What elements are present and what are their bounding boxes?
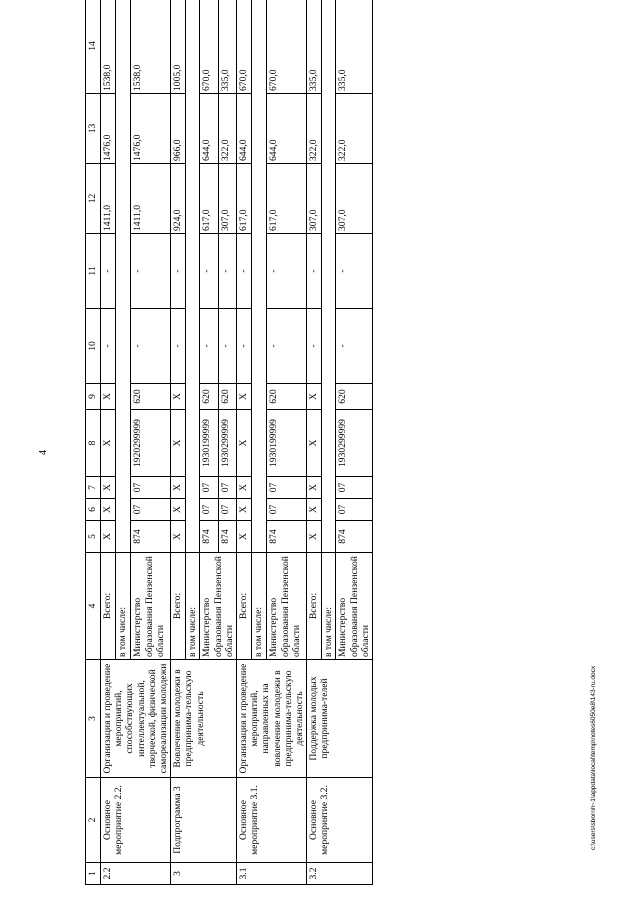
including-label: в том числе:	[322, 553, 336, 660]
header-cell-6: 6	[86, 499, 101, 521]
total-c11: -	[101, 234, 116, 309]
header-cell-2: 2	[86, 778, 101, 863]
detail-c6: 07	[200, 499, 218, 521]
total-c12: 924,0	[171, 164, 186, 234]
detail-c14: 335,0	[336, 0, 373, 94]
detail-c14: 670,0	[200, 0, 218, 94]
detail-c9: 620	[131, 384, 171, 410]
detail-c10: -	[131, 309, 171, 384]
header-row	[86, 0, 101, 885]
total-c9: X	[237, 384, 252, 410]
total-c6: X	[237, 499, 252, 521]
header-cell-7: 7	[86, 477, 101, 499]
row-number: 3.2	[307, 863, 373, 885]
total-c11: -	[307, 234, 322, 309]
total-c8: X	[307, 410, 322, 477]
detail-c12: 307,0	[336, 164, 373, 234]
detail-c8: 1930299999	[336, 410, 373, 477]
detail-c7: 07	[267, 477, 307, 499]
total-c5: X	[237, 521, 252, 553]
total-c11: -	[171, 234, 186, 309]
program-table	[85, 0, 373, 885]
detail-c13: 322,0	[218, 94, 236, 164]
row-number: 3.1	[237, 863, 307, 885]
row-description: Вовлечение молодежи в предпринима-тельскую деятельность	[171, 660, 237, 778]
total-c11: -	[237, 234, 252, 309]
including-label: в том числе:	[186, 553, 200, 660]
total-c8: X	[171, 410, 186, 477]
total-c12: 307,0	[307, 164, 322, 234]
total-c10: -	[237, 309, 252, 384]
row-name: Основное мероприятие 3.1.	[237, 778, 307, 863]
total-label: Всего:	[101, 553, 116, 660]
detail-c10: -	[336, 309, 373, 384]
detail-c14: 670,0	[267, 0, 307, 94]
header-cell-5: 5	[86, 521, 101, 553]
total-c13: 322,0	[307, 94, 322, 164]
detail-c12: 617,0	[267, 164, 307, 234]
detail-c10: -	[200, 309, 218, 384]
detail-c11: -	[131, 234, 171, 309]
total-c13: 1476,0	[101, 94, 116, 164]
detail-c10: -	[267, 309, 307, 384]
detail-c9: 620	[336, 384, 373, 410]
total-c14: 1538,0	[101, 0, 116, 94]
table-row	[171, 0, 186, 885]
total-c8: X	[101, 410, 116, 477]
ministry-label: Министерство образования Пензенской области	[267, 553, 307, 660]
header-cell-8: 8	[86, 410, 101, 477]
including-blank	[252, 0, 267, 553]
total-c10: -	[307, 309, 322, 384]
header-cell-12: 12	[86, 164, 101, 234]
total-c7: X	[307, 477, 322, 499]
total-c7: X	[171, 477, 186, 499]
table-row	[307, 0, 322, 885]
rotated-table-container	[85, 25, 585, 885]
total-c6: X	[101, 499, 116, 521]
detail-c12: 617,0	[200, 164, 218, 234]
row-number: 3	[171, 863, 237, 885]
total-c14: 1005,0	[171, 0, 186, 94]
detail-c11: -	[218, 234, 236, 309]
detail-c9: 620	[218, 384, 236, 410]
detail-c5: 874	[218, 521, 236, 553]
total-c6: X	[307, 499, 322, 521]
total-c9: X	[171, 384, 186, 410]
detail-c7: 07	[131, 477, 171, 499]
detail-c6: 07	[336, 499, 373, 521]
detail-c8: 1930199999	[267, 410, 307, 477]
detail-c12: 307,0	[218, 164, 236, 234]
row-description: Поддержка молодых предпринима-телей	[307, 660, 373, 778]
total-label: Всего:	[171, 553, 186, 660]
total-c10: -	[171, 309, 186, 384]
detail-c5: 874	[131, 521, 171, 553]
total-label: Всего:	[307, 553, 322, 660]
total-c7: X	[237, 477, 252, 499]
detail-c11: -	[336, 234, 373, 309]
total-c7: X	[101, 477, 116, 499]
detail-c7: 07	[200, 477, 218, 499]
detail-c13: 644,0	[200, 94, 218, 164]
row-name: Основное мероприятие 2.2.	[101, 778, 171, 863]
row-number: 2.2	[101, 863, 171, 885]
detail-c6: 07	[267, 499, 307, 521]
detail-c9: 620	[267, 384, 307, 410]
table-row	[101, 0, 116, 885]
ministry-label: Министерство образования Пензенской области	[200, 553, 237, 660]
total-c8: X	[237, 410, 252, 477]
detail-c5: 874	[267, 521, 307, 553]
row-name: Подпрограмма 3	[171, 778, 237, 863]
header-cell-3: 3	[86, 660, 101, 778]
row-description: Организация и проведение мероприятий, способствующих интеллектуальной, творческой, физической самореализации молодежи	[101, 660, 171, 778]
header-cell-14: 14	[86, 0, 101, 94]
detail-c9: 620	[200, 384, 218, 410]
header-cell-10: 10	[86, 309, 101, 384]
detail-c6: 07	[131, 499, 171, 521]
total-label: Всего:	[237, 553, 252, 660]
page-number: 4	[38, 450, 49, 455]
total-c5: X	[101, 521, 116, 553]
header-cell-11: 11	[86, 234, 101, 309]
detail-c5: 874	[200, 521, 218, 553]
row-name: Основное мероприятие 3.2.	[307, 778, 373, 863]
detail-c8: 1920299999	[131, 410, 171, 477]
footer-file-path: c:\users\sbornh~1\appdata\local\temp\notes6050e8\143-ru.docx	[590, 665, 597, 850]
total-c12: 617,0	[237, 164, 252, 234]
detail-c11: -	[200, 234, 218, 309]
header-cell-4: 4	[86, 553, 101, 660]
ministry-label: Министерство образования Пензенской области	[131, 553, 171, 660]
detail-c12: 1411,0	[131, 164, 171, 234]
total-c9: X	[101, 384, 116, 410]
detail-c8: 1930299999	[218, 410, 236, 477]
total-c13: 966,0	[171, 94, 186, 164]
detail-c5: 874	[336, 521, 373, 553]
header-cell-9: 9	[86, 384, 101, 410]
detail-c13: 322,0	[336, 94, 373, 164]
header-cell-13: 13	[86, 94, 101, 164]
total-c14: 670,0	[237, 0, 252, 94]
detail-c13: 1476,0	[131, 94, 171, 164]
total-c14: 335,0	[307, 0, 322, 94]
total-c9: X	[307, 384, 322, 410]
detail-c14: 335,0	[218, 0, 236, 94]
including-label: в том числе:	[116, 553, 131, 660]
total-c10: -	[101, 309, 116, 384]
total-c5: X	[171, 521, 186, 553]
ministry-label: Министерство образования Пензенской области	[336, 553, 373, 660]
total-c5: X	[307, 521, 322, 553]
including-label: в том числе:	[252, 553, 267, 660]
detail-c7: 07	[218, 477, 236, 499]
detail-c11: -	[267, 234, 307, 309]
detail-c14: 1538,0	[131, 0, 171, 94]
detail-c13: 644,0	[267, 94, 307, 164]
header-cell-1: 1	[86, 863, 101, 885]
detail-c7: 07	[336, 477, 373, 499]
total-c6: X	[171, 499, 186, 521]
total-c13: 644,0	[237, 94, 252, 164]
detail-c8: 1930199999	[200, 410, 218, 477]
including-blank	[116, 0, 131, 553]
total-c12: 1411,0	[101, 164, 116, 234]
detail-c6: 07	[218, 499, 236, 521]
including-blank	[186, 0, 200, 553]
including-blank	[322, 0, 336, 553]
table-row	[237, 0, 252, 885]
row-description: Организация и проведение мероприятий, направленных на вовлечение молодежи в предпринима-тельскую деятельность	[237, 660, 307, 778]
detail-c10: -	[218, 309, 236, 384]
